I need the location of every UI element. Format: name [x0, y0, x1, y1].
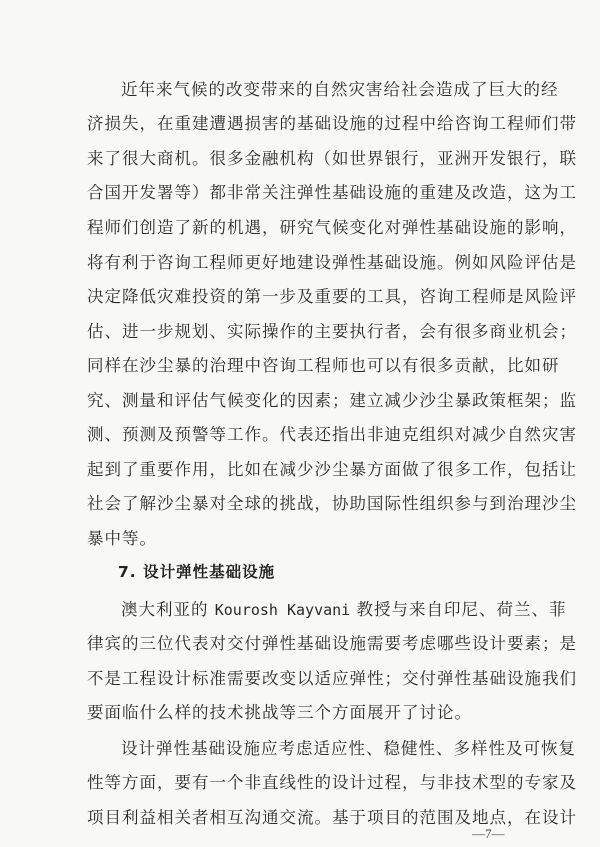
paragraph-line: 近年来气候的改变带来的自然灾害给社会造成了巨大的经: [121, 80, 559, 99]
paragraph-line: 要面临什么样的技术挑战等三个方面展开了讨论。: [87, 703, 472, 722]
paragraph-line: 起到了重要作用，比如在减少沙尘暴方面做了很多工作，包括让: [87, 460, 577, 479]
paragraph-line: 合国开发署等）都非常关注弹性基础设施的重建及改造，这为工: [87, 183, 577, 202]
paragraph-line: 测、预测及预警等工作。代表还指出非迪克组织对减少自然灾害: [87, 425, 577, 444]
paragraph-line: [121, 596, 566, 620]
paragraph-line: 济损失，在重建遭遇损害的基础设施的过程中给咨询工程师们带: [87, 114, 577, 133]
paragraph-line: 暴中等。: [87, 529, 157, 548]
paragraph-line: 项目利益相关者相互沟通交流。基于项目的范围及地点，在设计: [87, 808, 577, 827]
paragraph-line: 社会了解沙尘暴对全球的挑战，协助国际性组织参与到治理沙尘: [87, 494, 577, 513]
text-run: 澳大利亚的: [121, 600, 209, 619]
person-name: Kourosh Kayvani: [214, 601, 351, 619]
paragraph-line: 程师们创造了新的机遇，研究气候变化对弹性基础设施的影响，: [87, 218, 577, 237]
paragraph-line: 律宾的三位代表对交付弹性基础设施需要考虑哪些设计要素；是: [87, 634, 577, 653]
section-heading: 7. 设计弹性基础设施: [118, 563, 276, 581]
paragraph-line: 究、测量和评估气候变化的因素；建立减少沙尘暴政策框架；监: [87, 391, 577, 410]
text-run: 教授与来自印尼、荷兰、菲: [356, 600, 567, 619]
paragraph-line: 设计弹性基础设施应考虑适应性、稳健性、多样性及可恢复: [121, 739, 576, 758]
paragraph-line: 估、进一步规划、实际操作的主要执行者，会有很多商业机会；: [87, 322, 577, 341]
paragraph-line: 将有利于咨询工程师更好地建设弹性基础设施。例如风险评估是: [87, 253, 577, 272]
paragraph-line: 决定降低灾难投资的第一步及重要的工具，咨询工程师是风险评: [87, 287, 577, 306]
paragraph-line: 同样在沙尘暴的治理中咨询工程师也可以有很多贡献，比如研: [87, 356, 560, 375]
paragraph-line: 性等方面，要有一个非直线性的设计过程，与非技术型的专家及: [87, 773, 577, 792]
page-number: —7—: [472, 826, 505, 841]
paragraph-line: 不是工程设计标准需要改变以适应弹性；交付弹性基础设施我们: [87, 669, 577, 688]
paragraph-line: 来了很大商机。很多金融机构（如世界银行，亚洲开发银行，联: [87, 149, 577, 168]
